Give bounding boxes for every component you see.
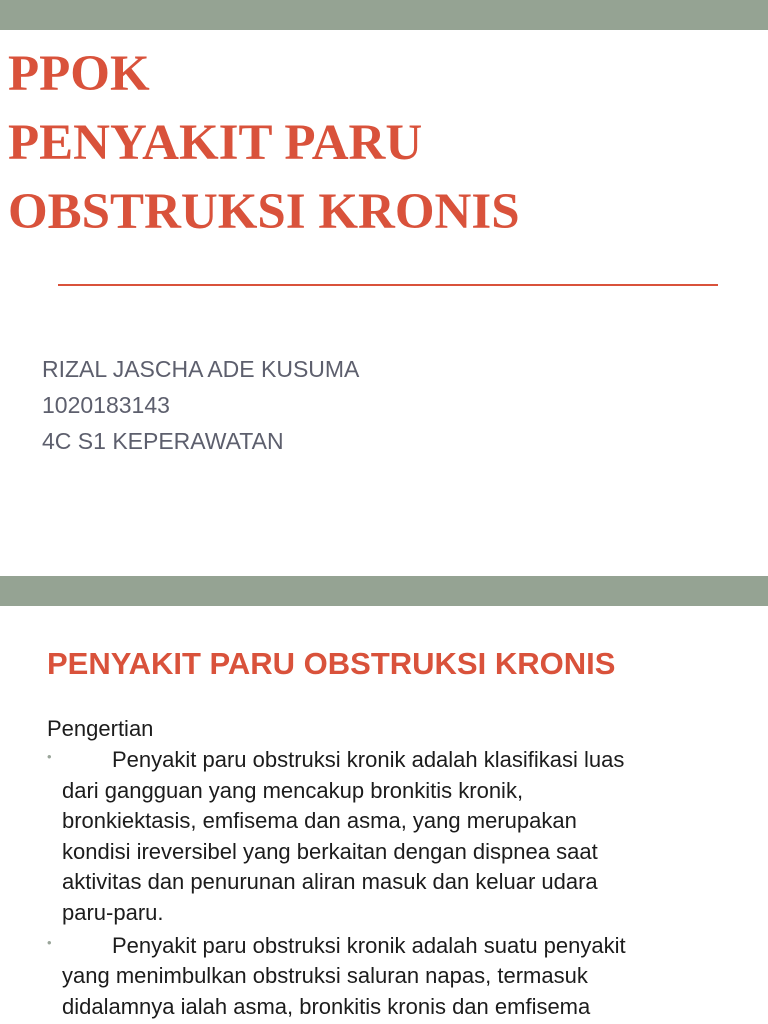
- slide-2-body: [47, 714, 747, 1024]
- student-id: 1020183143: [42, 392, 170, 418]
- bullet-2-line-2: yang menimbulkan obstruksi saluran napas, termasuk: [62, 963, 588, 989]
- slide-2-top-bar: [0, 576, 768, 606]
- slide-1-title: [8, 40, 520, 247]
- bullet-2-line-3: didalamnya ialah asma, bronkitis kronis dan emfisema: [62, 993, 591, 1019]
- title-divider: [58, 284, 718, 286]
- bullet-1-line-6: paru-paru.: [62, 899, 164, 925]
- slide-2-title: PENYAKIT PARU OBSTRUKSI KRONIS: [47, 646, 616, 681]
- bullet-item-2: [47, 931, 747, 1023]
- bullet-icon: •: [47, 934, 52, 950]
- title-line-1: PPOK: [8, 46, 150, 102]
- slide-1-subtitle: [42, 351, 359, 459]
- slide-2: [0, 576, 768, 1024]
- bullet-2-line-1: Penyakit paru obstruksi kronik adalah suatu penyakit: [112, 932, 626, 958]
- title-line-3: OBSTRUKSI KRONIS: [8, 184, 520, 240]
- title-line-2: PENYAKIT PARU: [8, 115, 423, 171]
- bullet-1-line-5: aktivitas dan penurunan aliran masuk dan keluar udara: [62, 869, 598, 895]
- bullet-icon: •: [47, 749, 52, 764]
- bullet-item-1: [47, 745, 747, 929]
- bullet-1-line-1: Penyakit paru obstruksi kronik adalah klasifikasi luas: [112, 747, 625, 772]
- bullet-1-line-2: dari gangguan yang mencakup bronkitis kronik,: [62, 777, 524, 803]
- slide-1-top-bar: [0, 0, 768, 30]
- bullet-1-line-4: kondisi ireversibel yang berkaitan dengan dispnea saat: [62, 838, 598, 864]
- bullet-1-line-3: bronkiektasis, emfisema dan asma, yang merupakan: [62, 808, 577, 834]
- class-label: 4C S1 KEPERAWATAN: [42, 428, 284, 454]
- section-label: Pengertian: [47, 716, 154, 741]
- author-name: RIZAL JASCHA ADE KUSUMA: [42, 356, 360, 382]
